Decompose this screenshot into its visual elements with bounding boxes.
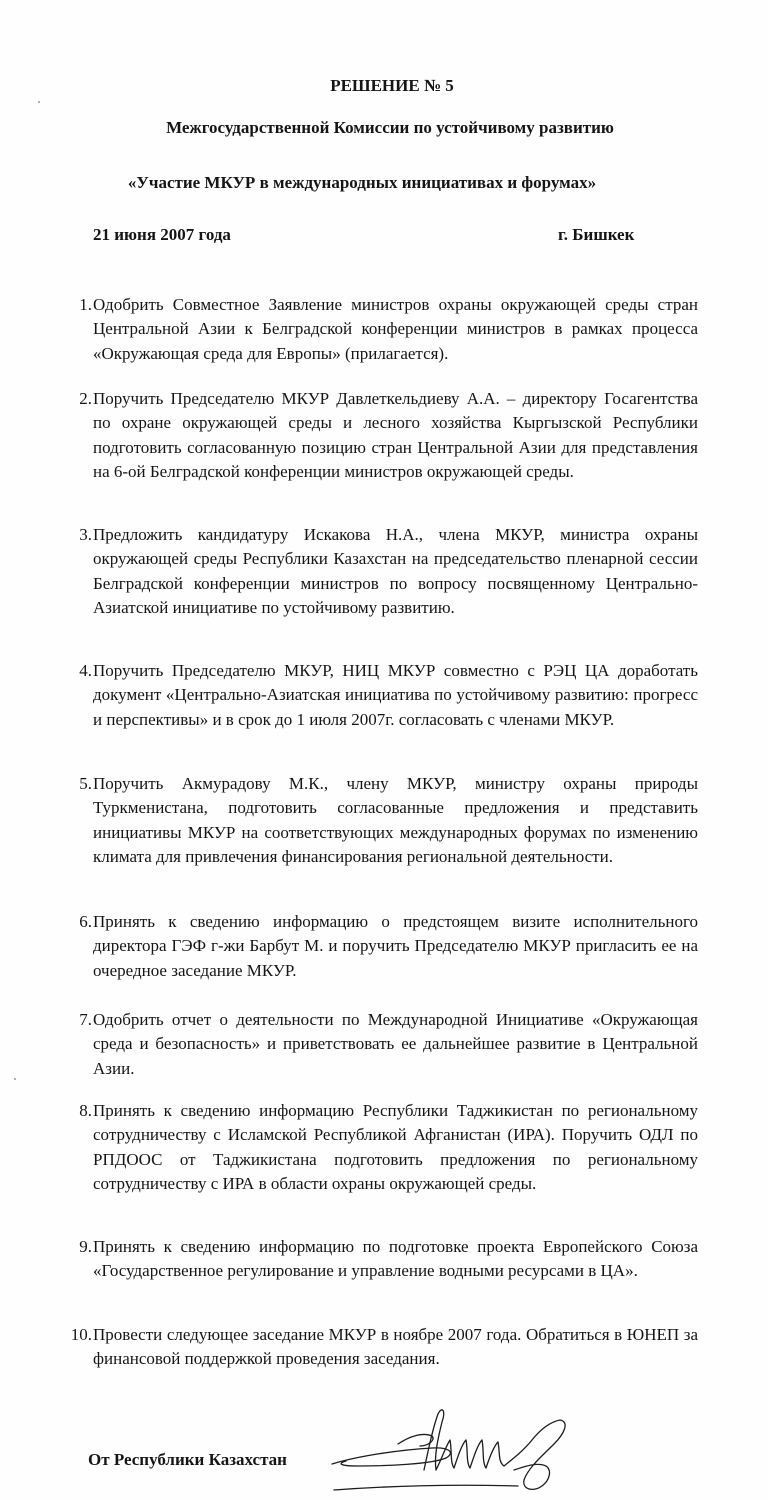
decision-item [66, 1008, 698, 1081]
decision-item [66, 293, 698, 366]
decision-item [66, 659, 698, 732]
scan-speck [14, 1078, 16, 1080]
item-text: Провести следующее заседание МКУР в ноябре 2007 года. Обратиться в ЮНЕП за финансовой поддержкой проведения заседания. [93, 1325, 698, 1369]
item-number: 6. [79, 912, 92, 931]
item-text: Принять к сведению информацию по подготовке проекта Европейского Союза «Государственное регулирование и управление водными ресурсами в ЦА». [93, 1237, 698, 1281]
item-text: Поручить Акмурадову М.К., члену МКУР, министру охраны природы Туркменистана, подготовить согласованные предложения и представить инициативы МКУР на соответствующих международных форумах по изменению климата для привлечения финансирования региональной деятельности. [93, 774, 698, 867]
item-number: 5. [79, 774, 92, 793]
item-number: 3. [79, 525, 92, 544]
item-text: Предложить кандидатуру Искакова Н.А., члена МКУР, министра охраны окружающей среды Республики Казахстан на председательство пленарной сессии Белградской конференции министров по вопросу посвященному Центрально-Азиатской инициативе по устойчивому развитию. [93, 525, 698, 618]
item-number: 1. [79, 295, 92, 314]
decision-item [66, 910, 698, 983]
item-text: Одобрить Совместное Заявление министров охраны окружающей среды стран Центральной Азии к Белградской конференции министров в рамках процесса «Окружающая среда для Европы» (прилагается). [93, 295, 698, 363]
decision-city: г. Бишкек [558, 225, 635, 244]
document-topic: «Участие МКУР в международных инициативах и форумах» [127, 173, 597, 192]
decision-item [66, 1323, 698, 1372]
signatory-label: От Республики Казахстан [88, 1450, 287, 1469]
item-number: 8. [79, 1101, 92, 1120]
item-number: 9. [79, 1237, 92, 1256]
decision-item [66, 523, 698, 621]
decision-item [66, 772, 698, 870]
document-title: РЕШЕНИЕ № 5 [330, 76, 454, 95]
item-number: 10. [70, 1325, 92, 1344]
item-number: 4. [79, 661, 92, 680]
item-text: Одобрить отчет о деятельности по Международной Инициативе «Окружающая среда и безопасность» и приветствовать ее дальнейшее развитие в Центральной Азии. [93, 1010, 698, 1078]
document-subtitle: Межгосударственной Комиссии по устойчивому развитию [166, 118, 614, 137]
decision-item [66, 1099, 698, 1197]
item-number: 7. [79, 1010, 92, 1029]
item-text: Принять к сведению информацию о предстоящем визите исполнительного директора ГЭФ г-жи Барбут М. и поручить Председателю МКУР пригласить ее на очередное заседание МКУР. [93, 912, 698, 980]
decision-item [66, 1235, 698, 1284]
item-text: Поручить Председателю МКУР Давлеткельдиеву А.А. – директору Госагентства по охране окружающей среды и лесного хозяйства Кыргызской Республики подготовить согласованную позицию стран Центральной Азии для представления на 6-ой Белградской конференции министров окружающей среды. [93, 389, 698, 482]
decision-date: 21 июня 2007 года [93, 225, 231, 244]
item-text: Поручить Председателю МКУР, НИЦ МКУР совместно с РЭЦ ЦА доработать документ «Центрально-Азиатская инициатива по устойчивому развитию: прогресс и перспективы» и в срок до 1 июля 2007г. согласовать с членами МКУР. [93, 661, 698, 729]
handwritten-signature [328, 1400, 578, 1500]
scan-speck [38, 101, 40, 103]
item-number: 2. [79, 389, 92, 408]
item-text: Принять к сведению информацию Республики Таджикистан по региональному сотрудничеству с Исламской Республикой Афганистан (ИРА). Поручить ОДЛ по РПДООС от Таджикистана подготовить предложения по региональному сотрудничеству с ИРА в области охраны окружающей среды. [93, 1101, 698, 1194]
decision-item [66, 387, 698, 485]
